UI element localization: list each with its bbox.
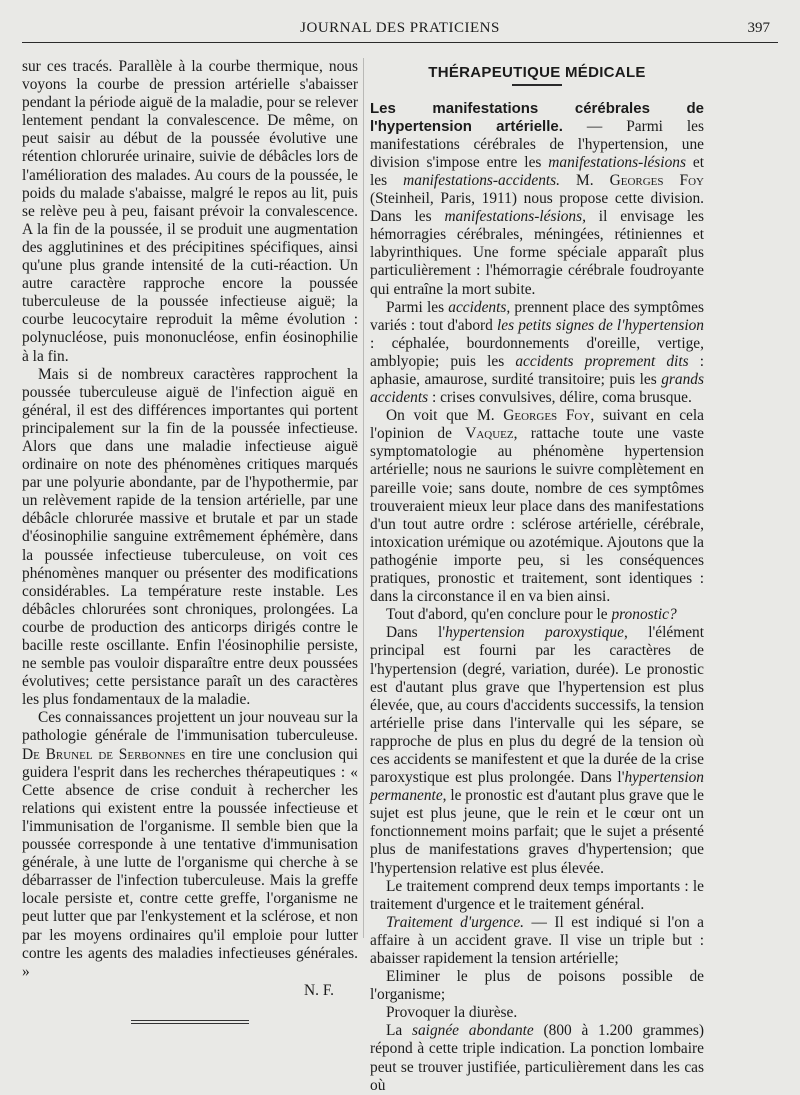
paragraph: Le traitement comprend deux temps importants : le traitement d'urgence et le traitement général. <box>370 877 704 913</box>
italic-term: accidents, <box>448 298 511 316</box>
paragraph <box>370 1022 704 1094</box>
journal-title: JOURNAL DES PRATICIENS <box>300 20 500 36</box>
text-run: prennent place des symptômes variés : tout d'abord <box>370 298 704 334</box>
italic-term: les petits signes de l'hypertension <box>496 316 704 334</box>
text-run: M. <box>560 171 610 189</box>
left-column <box>22 58 358 1024</box>
italic-term: saignée abondante <box>412 1022 534 1040</box>
author-name: Vaquez <box>465 425 514 443</box>
paragraph <box>370 624 704 877</box>
italic-term: hypertension permanente <box>370 769 704 805</box>
text-run: La <box>386 1022 412 1040</box>
italic-term: accidents proprement dits <box>515 352 689 370</box>
italic-term: Traitement d'urgence. <box>386 913 525 931</box>
paragraph <box>370 606 704 624</box>
paragraph: Eliminer le plus de poisons possible de l'organisme; <box>370 968 704 1004</box>
author-name: Georges Foy <box>609 171 704 189</box>
page-number: 397 <box>747 20 770 36</box>
paragraph <box>22 709 358 980</box>
text-run: : aphasie, amaurose, surdité transitoire; puis les <box>370 352 704 388</box>
end-rule <box>131 1020 249 1024</box>
right-column <box>370 58 704 1095</box>
author-name: Georges Foy <box>503 407 591 425</box>
text-run: en tire une conclusion qui guidera l'esprit dans les recherches thérapeutiques : « Cette absence de crise conduit à rechercher les relations qui existent entre la poussée infectieuse et l'immunisation de l'organisme. Il semble bien que la poussée corresponde à une tentative d'immunisation générale, à une lutte de l'organisme qui cherche à se débarrasser de l'infection tuberculeuse. Mais la greffe locale persiste et, contre cette greffe, l'organisme ne peut lutter que par l'enkystement et la sclérose, et non par les moyens ordinaires qu'il emploie pour lutter contre les agents des maladies infectieuses générales. » <box>22 745 359 980</box>
text-run: On voit que M. <box>386 407 504 425</box>
text-run: (Steinheil, Paris, 1911) nous propose cette division. Dans les <box>370 190 704 226</box>
column-divider <box>363 58 364 938</box>
text-run: (800 à 1.200 grammes) répond à cette triple indication. La ponction lombaire peut se trouver justifiée, particulièrement dans les cas où <box>370 1022 704 1094</box>
paragraph: sur ces tracés. Parallèle à la courbe thermique, nous voyons la courbe de pression artérielle s'abaisser pendant la période aiguë de la maladie, pour se relever lentement pendant la convalescence. De même, on peut saisir au début de la poussée évolutive une rétention chlorurée urinaire, suivie de débâcles lors de l'amélioration des malades. Au cours de la poussée, le poids du malade s'abaisse, malgré le repos au lit, puis se relève peu à peu, faisant prévoir la convalescence. A la fin de la poussée, il se produit une augmentation des agglutinines et des précipitines spécifiques, ainsi qu'une plus grande intensité de la cuti-réaction. Un autre caractère rapproche encore la poussée tuberculeuse de la poussée infectieuse aiguë; la courbe leucocytaire reproduit la même évolution : polynucléose, puis mononucléose, enfin éosinophilie à la fin. <box>22 58 358 365</box>
text-run: et les <box>370 153 704 189</box>
text-run: Parmi les <box>386 298 449 316</box>
paragraph <box>370 100 704 299</box>
paragraph: Provoquer la diurèse. <box>386 1004 518 1022</box>
signature: N. F. <box>304 981 334 999</box>
text-run: Dans l' <box>386 624 446 642</box>
text-run: Tout d'abord, qu'en conclure pour le <box>386 606 612 624</box>
text-run: , suivant en cela l'opinion de <box>370 407 704 443</box>
italic-term: hypertension paroxystique <box>445 624 624 642</box>
author-name: De Brunel de Serbonnes <box>22 745 186 763</box>
text-run: — Il est indiqué si l'on a affaire à un accident grave. Il vise un triple but : abaisser rapidement la tension artérielle; <box>370 913 704 967</box>
text-run: — Parmi les manifestations cérébrales de l'hypertension, une division s'impose entre les <box>370 117 705 171</box>
italic-term: manifestations-accidents. <box>403 171 561 189</box>
title-rule <box>512 84 562 86</box>
text-run: , l'élément principal est fourni par les caractères de l'hypertension (degré, variation, durée). Le pronostic est d'autant plus grave que l'hypertension est plus élevée, que, au cours d'accidents successifs, la tension artérielle prise dans l'intervalle qui les sépare, se rapproche de plus en plus du degré de la tension où ces accidents se manifestent et que la durée de la crise paroxystique est plus prolongée. Dans l' <box>370 624 704 787</box>
italic-term: pronostic? <box>611 606 677 624</box>
article-title: Les manifestations cérébrales de l'hypertension artérielle. <box>370 99 704 135</box>
text-run: , le pronostic est d'autant plus grave que le sujet est plus jeune, que le rein et le cœur ont un fonctionnement moins parfait; que le sujet a présenté plus de manifestations graves d'hypertension; que l'hypertension relative est plus élevée. <box>370 787 705 877</box>
paragraph <box>370 407 704 606</box>
text-run: Ces connaissances projettent un jour nouveau sur la pathologie générale de l'immunisation tuberculeuse. <box>22 709 358 745</box>
italic-term: manifestations-lésions, <box>444 208 586 226</box>
text-run: : céphalée, bourdonnements d'oreille, vertige, amblyopie; puis les <box>370 334 704 370</box>
section-title: THÉRAPEUTIQUE MÉDICALE <box>428 64 646 81</box>
paragraph <box>370 914 704 968</box>
text-run: : crises convulsives, délire, coma brusque. <box>428 389 692 407</box>
text-run: il envisage les hémorragies cérébrales, méningées, rétiniennes et labyrinthiques. Une forme spéciale apparaît plus particulièrement : l'hémorragie cérébrale foudroyante qui entraîne la mort subite. <box>370 208 704 298</box>
italic-term: manifestations-lésions <box>548 153 686 171</box>
text-run: , rattache toute une vaste symptomatologie au phénomène hypertension artérielle; nous ne saurions le suivre complètement en pareille voie; sans doute, nombre de ces symptômes trouveraient mieux leur place dans des manifestations d'un tout autre ordre : sclérose artérielle, cérébrale, intoxication urémique ou azotémique. Ajoutons que la pathogénie importe peu, si les conséquences pratiques, pronostic et traitement, sont identiques : dans la circonstance il en va bien ainsi. <box>370 425 704 606</box>
page-header <box>22 14 778 43</box>
italic-term: grands accidents <box>370 371 704 407</box>
paragraph: Mais si de nombreux caractères rapprochent la poussée tuberculeuse aiguë de l'infection aiguë en général, il est des différences importantes qui portent principalement sur la fin de la poussée infectieuse. Alors que dans une maladie infectieuse aiguë ordinaire on note des phénomènes critiques marqués par une polyurie abondante, par de l'hypothermie, par un relèvement rapide de la tension artérielle, par une débâcle chlorurée massive et brutale et par un stade d'éosinophilie sanguine extrêmement éphémère, dans la poussée infectieuse tuberculeuse, on voit ces phénomènes manquer ou présenter des modifications considérables. La température reste instable. Les débâcles chlorurées sont chroniques, prolongées. La courbe de production des anticorps dirigés contre le bacille reste oscillante. Enfin l'éosinophilie persiste, ne semble pas vouloir disparaître entre deux poussées évolutives; cette persistance paraît un des caractères les plus fondamentaux de la maladie. <box>22 365 358 709</box>
paragraph <box>370 299 704 408</box>
